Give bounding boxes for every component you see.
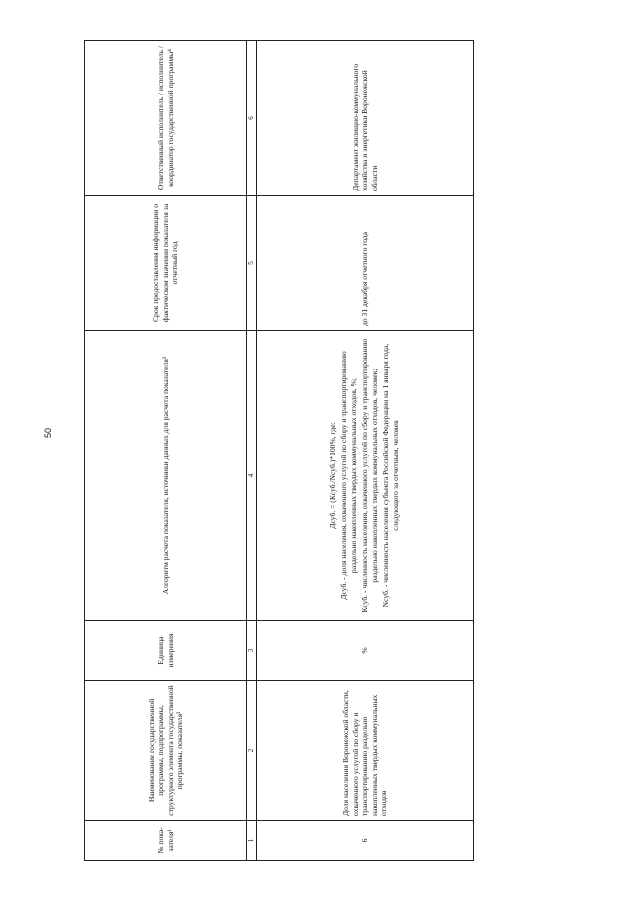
column-number: 2 — [247, 681, 257, 821]
row-algorithm — [257, 331, 474, 621]
header-indicator-name: Наименование государственной программы, подпрограммы, структурного элемента государственной программы, показателя² — [85, 681, 247, 821]
indicator-table-container — [84, 41, 474, 861]
header-responsible: Ответственный исполнитель / исполнитель / координатор государственной программы⁴ — [85, 41, 247, 196]
header-algorithm: Алгоритм расчета показателя, источники данных для расчета показателя³ — [85, 331, 247, 621]
row-unit: % — [257, 621, 474, 681]
table-header-row — [85, 41, 247, 861]
column-number: 5 — [247, 196, 257, 331]
row-responsible: Департамент жилищно-коммунального хозяйства и энергетики Воронежской области — [257, 41, 474, 196]
header-deadline: Срок предоставления информации о фактическом значении показателя за отчетный год — [85, 196, 247, 331]
indicator-table — [84, 40, 474, 861]
table-row — [257, 41, 474, 861]
page-number: 50 — [43, 428, 53, 439]
column-number: 4 — [247, 331, 257, 621]
column-number-row — [247, 41, 257, 861]
column-number: 1 — [247, 821, 257, 861]
column-number: 3 — [247, 621, 257, 681]
algorithm-formula: Дсуб. = (Ксуб./Nсуб.)*100%, где: — [327, 422, 337, 529]
algorithm-definition: Nсуб. - численность населения субъекта Российской Федерации на 1 января года, следующего за отчетным, человек — [381, 343, 400, 608]
row-indicator-name: Доля населения Воронежской области, охваченного услугой по сбору и транспортированию раздельно накопленных твердых коммунальных отходов — [257, 681, 474, 821]
algorithm-definition: Дсуб. - доля населения, охваченного услугой по сбору и транспортированию раздельно накопленных твердых коммунальных отходов, %; — [339, 351, 358, 600]
row-deadline: до 31 декабря отчетного года — [257, 196, 474, 331]
rotated-table-sheet — [84, 41, 474, 861]
column-number: 6 — [247, 41, 257, 196]
header-indicator-number: № пока-зателя¹ — [85, 821, 247, 861]
header-unit: Единица измерения — [85, 621, 247, 681]
row-indicator-number: 6 — [257, 821, 474, 861]
algorithm-definition: Ксуб. - численность населения, охваченного услугой по сбору и транспортированию раздельно накопленных твердых коммунальных отходов, человек; — [360, 338, 379, 613]
